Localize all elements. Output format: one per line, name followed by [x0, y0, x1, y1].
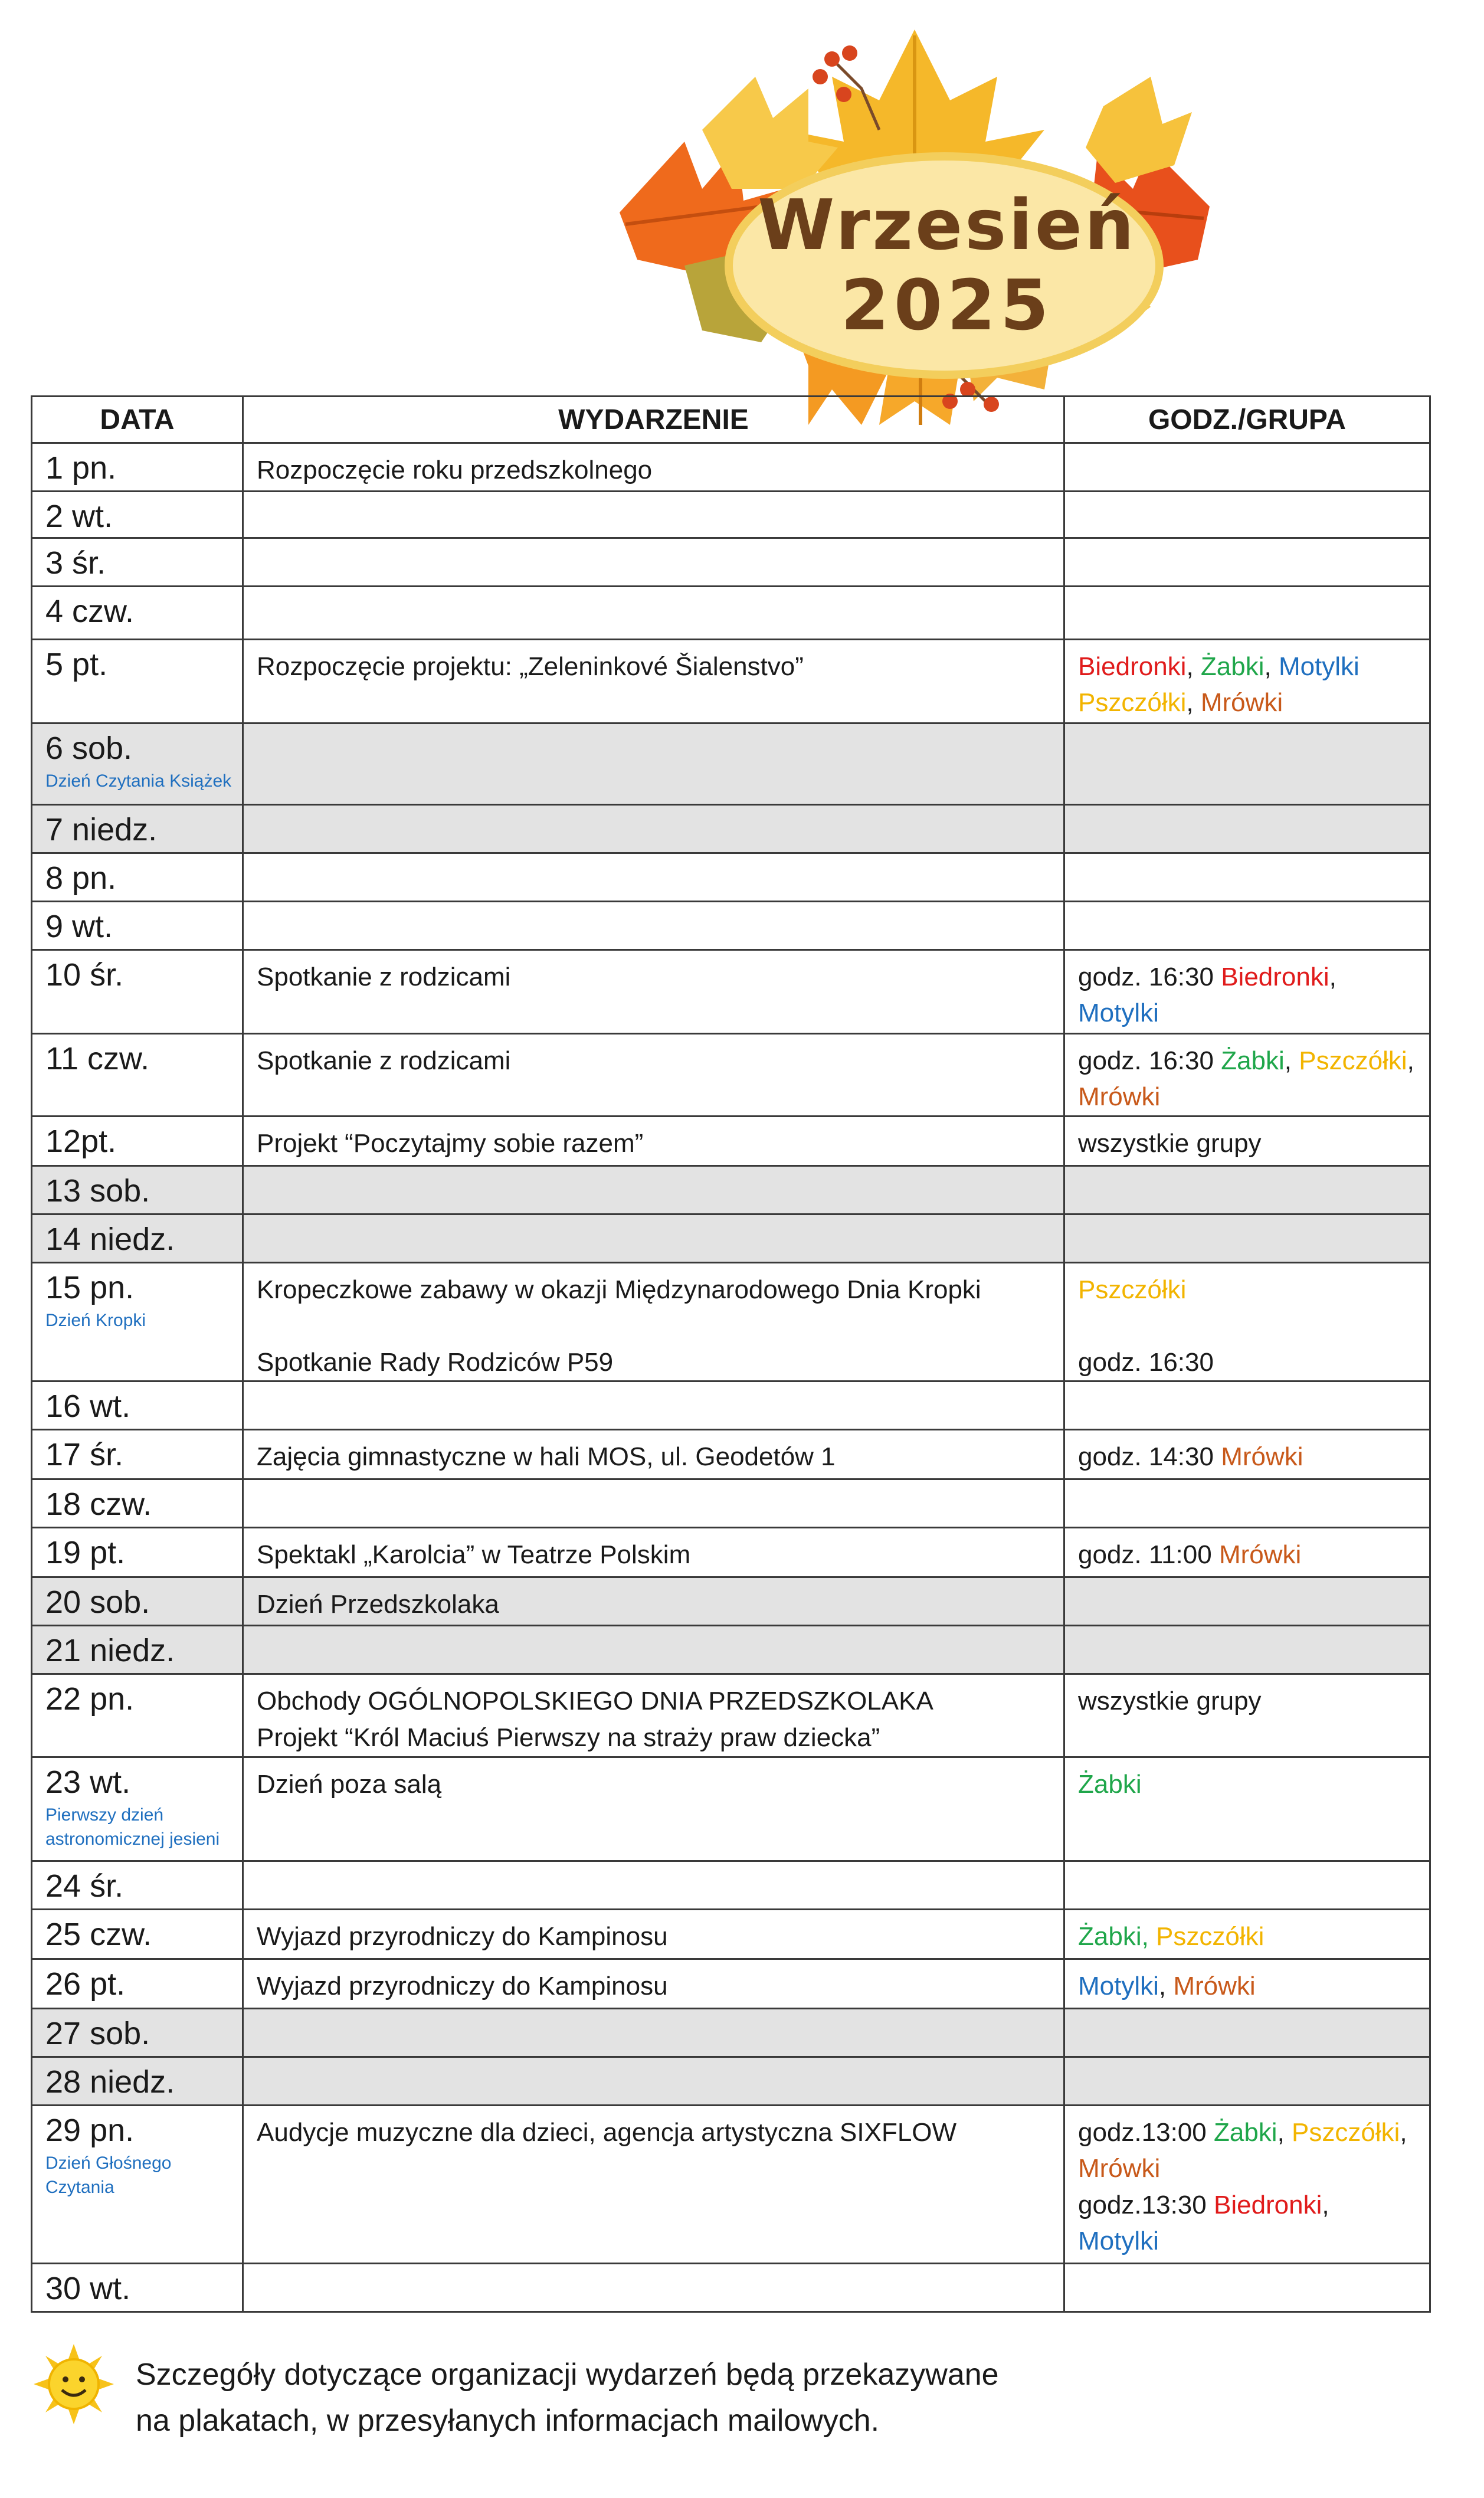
event-text: Dzień Przedszkolaka — [257, 1590, 499, 1619]
event-cell — [243, 853, 1064, 901]
date-cell — [32, 2008, 243, 2057]
calendar-body — [32, 443, 1430, 2312]
group-label: Mrówki — [1200, 688, 1283, 718]
table-row — [32, 1528, 1430, 1577]
group-cell — [1064, 586, 1430, 639]
date-cell — [32, 1262, 243, 1381]
table-row — [32, 1626, 1430, 1674]
title-month: Wrzesień — [758, 184, 1136, 266]
event-text: Projekt “Król Maciuś Pierwszy na straży praw dziecka” — [257, 1723, 880, 1753]
group-cell — [1064, 1959, 1430, 2008]
event-cell — [243, 2057, 1064, 2105]
date-cell — [32, 950, 243, 1033]
date-cell — [32, 492, 243, 538]
date-label: 11 czw. — [45, 1040, 150, 1076]
group-cell — [1064, 2263, 1430, 2312]
date-cell — [32, 443, 243, 492]
group-line — [1078, 649, 1429, 685]
event-cell — [243, 538, 1064, 586]
event-text: Spotkanie z rodzicami — [257, 1046, 511, 1075]
title-badge — [723, 150, 1171, 381]
table-row — [32, 492, 1430, 538]
group-label: godz. 16:30 — [1078, 1347, 1214, 1377]
event-cell — [243, 1528, 1064, 1577]
group-label: , — [1158, 1971, 1174, 2001]
event-text: Obchody OGÓLNOPOLSKIEGO DNIA PRZEDSZKOLAKA — [257, 1687, 933, 1716]
group-label: Biedronki — [1213, 2190, 1322, 2219]
group-cell — [1064, 1577, 1430, 1626]
group-label: Mrówki — [1078, 2154, 1161, 2183]
header-group: GODZ./GRUPA — [1064, 397, 1430, 443]
event-cell — [243, 492, 1064, 538]
date-cell — [32, 2057, 243, 2105]
group-label: Biedronki — [1221, 962, 1329, 991]
group-cell — [1064, 639, 1430, 723]
date-cell — [32, 1165, 243, 1214]
event-text: Spotkanie Rady Rodziców P59 — [257, 1347, 614, 1377]
group-cell — [1064, 1528, 1430, 1577]
event-cell — [243, 950, 1064, 1033]
date-label: 10 śr. — [45, 957, 124, 993]
event-text: Projekt “Poczytajmy sobie razem” — [257, 1128, 644, 1158]
group-label: Motylki — [1278, 651, 1359, 681]
group-label: godz. 14:30 — [1078, 1442, 1221, 1472]
date-label: 22 pn. — [45, 1681, 135, 1717]
table-header-row — [32, 397, 1430, 443]
event-cell — [243, 1909, 1064, 1959]
date-cell — [32, 1033, 243, 1116]
footer-note — [136, 2352, 999, 2444]
date-label: 24 śr. — [45, 1868, 124, 1904]
group-label: Pszczółki — [1292, 2117, 1400, 2147]
event-text — [257, 1308, 1063, 1344]
group-cell — [1064, 1165, 1430, 1214]
date-cell — [32, 2105, 243, 2263]
title-year: 2025 — [840, 264, 1054, 346]
group-label: Pszczółki — [1156, 1921, 1264, 1951]
group-cell — [1064, 1430, 1430, 1479]
group-label: , — [1186, 651, 1201, 681]
day-note: Pierwszy dzień astronomicznej jesieni — [45, 1805, 220, 1849]
event-text: Wyjazd przyrodniczy do Kampinosu — [257, 1921, 668, 1951]
date-label: 26 pt. — [45, 1966, 126, 2002]
group-line — [1078, 1079, 1429, 1115]
event-cell — [243, 1959, 1064, 2008]
date-cell — [32, 1674, 243, 1757]
group-label: Pszczółki — [1299, 1046, 1407, 1075]
table-row — [32, 2057, 1430, 2105]
date-label: 20 sob. — [45, 1584, 150, 1620]
group-label: Mrówki — [1078, 1082, 1161, 1112]
group-cell — [1064, 1909, 1430, 1959]
event-cell — [243, 723, 1064, 804]
group-label: Żabki — [1200, 651, 1264, 681]
group-label: Pszczółki — [1078, 1275, 1187, 1304]
group-line — [1078, 959, 1429, 996]
event-text: Zajęcia gimnastyczne w hali MOS, ul. Geodetów 1 — [257, 1442, 836, 1472]
group-label: Biedronki — [1078, 651, 1187, 681]
date-cell — [32, 1430, 243, 1479]
group-cell — [1064, 950, 1430, 1033]
event-text: Spektakl „Karolcia” w Teatrze Polskim — [257, 1540, 691, 1570]
group-line — [1078, 1683, 1429, 1720]
group-label: , — [1264, 651, 1279, 681]
event-cell — [243, 1757, 1064, 1861]
group-cell — [1064, 723, 1430, 804]
table-row — [32, 586, 1430, 639]
date-cell — [32, 804, 243, 853]
event-cell — [243, 1674, 1064, 1757]
event-cell — [243, 1033, 1064, 1116]
date-cell — [32, 1626, 243, 1674]
date-label: 18 czw. — [45, 1487, 152, 1523]
group-line — [1078, 685, 1429, 721]
date-cell — [32, 639, 243, 723]
table-row — [32, 1214, 1430, 1262]
group-label: godz. 16:30 — [1078, 962, 1221, 991]
date-cell — [32, 1757, 243, 1861]
event-text: Kropeczkowe zabawy w okazji Międzynarodowego Dnia Kropki — [257, 1275, 981, 1304]
event-cell — [243, 901, 1064, 950]
group-line — [1078, 1308, 1429, 1344]
group-label: godz.13:30 — [1078, 2190, 1214, 2219]
group-label: Mrówki — [1218, 1540, 1302, 1570]
group-line — [1078, 1272, 1429, 1308]
table-row — [32, 1757, 1430, 1861]
event-cell — [243, 1577, 1064, 1626]
table-row — [32, 1577, 1430, 1626]
group-cell — [1064, 1262, 1430, 1381]
group-line — [1078, 1125, 1429, 1162]
group-label: Żabki — [1221, 1046, 1285, 1075]
group-label: Mrówki — [1173, 1971, 1256, 2001]
table-row — [32, 2105, 1430, 2263]
date-label: 28 niedz. — [45, 2064, 175, 2100]
date-cell — [32, 901, 243, 950]
event-cell — [243, 1262, 1064, 1381]
table-row — [32, 2008, 1430, 2057]
table-row — [32, 2263, 1430, 2312]
date-label: 13 sob. — [45, 1173, 150, 1209]
date-cell — [32, 1116, 243, 1165]
date-label: 1 pn. — [45, 450, 117, 486]
date-cell — [32, 853, 243, 901]
group-cell — [1064, 538, 1430, 586]
group-line — [1078, 1766, 1429, 1803]
table-row — [32, 804, 1430, 853]
group-label: Żabki — [1078, 1769, 1142, 1799]
date-label: 9 wt. — [45, 908, 113, 944]
group-line — [1078, 2150, 1429, 2187]
event-cell — [243, 804, 1064, 853]
group-cell — [1064, 2105, 1430, 2263]
group-label: Pszczółki — [1078, 688, 1187, 718]
group-line — [1078, 995, 1429, 1032]
group-label: , — [1322, 2190, 1329, 2219]
table-row — [32, 639, 1430, 723]
event-cell — [243, 1861, 1064, 1909]
group-label: , — [1186, 688, 1201, 718]
group-cell — [1064, 1381, 1430, 1430]
group-cell — [1064, 1861, 1430, 1909]
group-cell — [1064, 1674, 1430, 1757]
date-label: 17 śr. — [45, 1437, 124, 1473]
footer-line-1: Szczegóły dotyczące organizacji wydarzeń będą przekazywane — [136, 2358, 999, 2392]
table-row — [32, 1959, 1430, 2008]
group-cell — [1064, 1116, 1430, 1165]
date-cell — [32, 723, 243, 804]
table-row — [32, 443, 1430, 492]
group-line — [1078, 1918, 1429, 1955]
group-line — [1078, 1537, 1429, 1573]
group-label: Mrówki — [1221, 1442, 1303, 1472]
event-cell — [243, 1430, 1064, 1479]
group-cell — [1064, 2008, 1430, 2057]
date-label: 25 czw. — [45, 1916, 152, 1952]
group-cell — [1064, 1214, 1430, 1262]
group-line — [1078, 2223, 1429, 2260]
table-row — [32, 950, 1430, 1033]
group-label: , — [1329, 962, 1336, 991]
header-date: DATA — [32, 397, 243, 443]
date-label: 27 sob. — [45, 2015, 150, 2051]
table-row — [32, 853, 1430, 901]
group-label: wszystkie grupy — [1078, 1687, 1262, 1716]
event-cell — [243, 2105, 1064, 2263]
group-line — [1078, 1439, 1429, 1475]
date-label: 7 niedz. — [45, 811, 158, 847]
date-label: 30 wt. — [45, 2270, 131, 2306]
event-text: Wyjazd przyrodniczy do Kampinosu — [257, 1971, 668, 2001]
date-cell — [32, 538, 243, 586]
date-label: 29 pn. — [45, 2112, 135, 2148]
event-text: Rozpoczęcie roku przedszkolnego — [257, 456, 653, 484]
group-cell — [1064, 853, 1430, 901]
event-cell — [243, 1381, 1064, 1430]
group-cell — [1064, 804, 1430, 853]
date-label: 12pt. — [45, 1123, 117, 1159]
group-label: Żabki, — [1078, 1921, 1157, 1951]
group-label: Motylki — [1078, 2227, 1159, 2256]
date-label: 8 pn. — [45, 860, 117, 896]
group-label: wszystkie grupy — [1078, 1128, 1262, 1158]
event-cell — [243, 1165, 1064, 1214]
group-label: , — [1400, 2117, 1407, 2147]
date-label: 2 wt. — [45, 499, 113, 534]
group-cell — [1064, 901, 1430, 950]
group-label: Żabki — [1213, 2117, 1277, 2147]
table-row — [32, 1479, 1430, 1528]
group-label: , — [1407, 1046, 1414, 1075]
sun-icon — [32, 2343, 115, 2425]
group-label: Motylki — [1078, 998, 1159, 1028]
event-cell — [243, 1214, 1064, 1262]
table-row — [32, 1381, 1430, 1430]
date-label: 6 sob. — [45, 730, 133, 766]
table-row — [32, 1430, 1430, 1479]
date-label: 16 wt. — [45, 1389, 131, 1425]
event-cell — [243, 586, 1064, 639]
table-row — [32, 1033, 1430, 1116]
date-cell — [32, 1959, 243, 2008]
group-line — [1078, 2114, 1429, 2151]
date-cell — [32, 1381, 243, 1430]
date-cell — [32, 1861, 243, 1909]
day-note: Dzień Głośnego Czytania — [45, 2153, 172, 2197]
date-label: 23 wt. — [45, 1764, 131, 1800]
table-row — [32, 1674, 1430, 1757]
group-cell — [1064, 1033, 1430, 1116]
table-row — [32, 1262, 1430, 1381]
group-cell — [1064, 1626, 1430, 1674]
group-line — [1078, 1968, 1429, 2005]
group-label — [1078, 1311, 1085, 1340]
date-label: 4 czw. — [45, 593, 135, 629]
group-label: , — [1277, 2117, 1292, 2147]
table-row — [32, 723, 1430, 804]
table-row — [32, 901, 1430, 950]
group-line — [1078, 1344, 1429, 1381]
group-label: godz.13:00 — [1078, 2117, 1214, 2147]
day-note: Dzień Kropki — [45, 1311, 146, 1331]
event-text: Spotkanie z rodzicami — [257, 962, 511, 991]
event-cell — [243, 1116, 1064, 1165]
date-cell — [32, 586, 243, 639]
date-cell — [32, 1577, 243, 1626]
calendar-table — [31, 395, 1431, 2313]
table-row — [32, 1165, 1430, 1214]
date-label: 15 pn. — [45, 1269, 135, 1305]
group-cell — [1064, 492, 1430, 538]
date-cell — [32, 1214, 243, 1262]
event-text: Rozpoczęcie projektu: „Zeleninkové Šialenstvo” — [257, 651, 804, 681]
group-cell — [1064, 1757, 1430, 1861]
group-label: godz. 11:00 — [1078, 1540, 1219, 1570]
group-cell — [1064, 2057, 1430, 2105]
date-label: 19 pt. — [45, 1535, 126, 1571]
event-cell — [243, 2008, 1064, 2057]
event-text: Audycje muzyczne dla dzieci, agencja artystyczna SIXFLOW — [257, 2117, 957, 2147]
table-row — [32, 1116, 1430, 1165]
date-label: 3 śr. — [45, 545, 106, 581]
group-label: , — [1284, 1046, 1299, 1075]
event-text: Dzień poza salą — [257, 1769, 442, 1799]
group-label: godz. 16:30 — [1078, 1046, 1221, 1075]
event-cell — [243, 443, 1064, 492]
date-cell — [32, 2263, 243, 2312]
group-line — [1078, 1043, 1429, 1079]
table-row — [32, 538, 1430, 586]
table-row — [32, 1909, 1430, 1959]
date-cell — [32, 1479, 243, 1528]
event-cell — [243, 2263, 1064, 2312]
group-cell — [1064, 443, 1430, 492]
day-note: Dzień Czytania Książek — [45, 771, 232, 791]
footer-line-2: na plakatach, w przesyłanych informacjach mailowych. — [136, 2404, 880, 2438]
event-cell — [243, 1626, 1064, 1674]
header-event: WYDARZENIE — [243, 397, 1064, 443]
group-cell — [1064, 1479, 1430, 1528]
date-cell — [32, 1528, 243, 1577]
date-label: 5 pt. — [45, 646, 108, 682]
group-label: Motylki — [1078, 1971, 1159, 2001]
date-label: 21 niedz. — [45, 1633, 175, 1669]
date-cell — [32, 1909, 243, 1959]
group-line — [1078, 2187, 1429, 2224]
table-row — [32, 1861, 1430, 1909]
date-label: 14 niedz. — [45, 1221, 175, 1257]
event-cell — [243, 1479, 1064, 1528]
event-cell — [243, 639, 1064, 723]
